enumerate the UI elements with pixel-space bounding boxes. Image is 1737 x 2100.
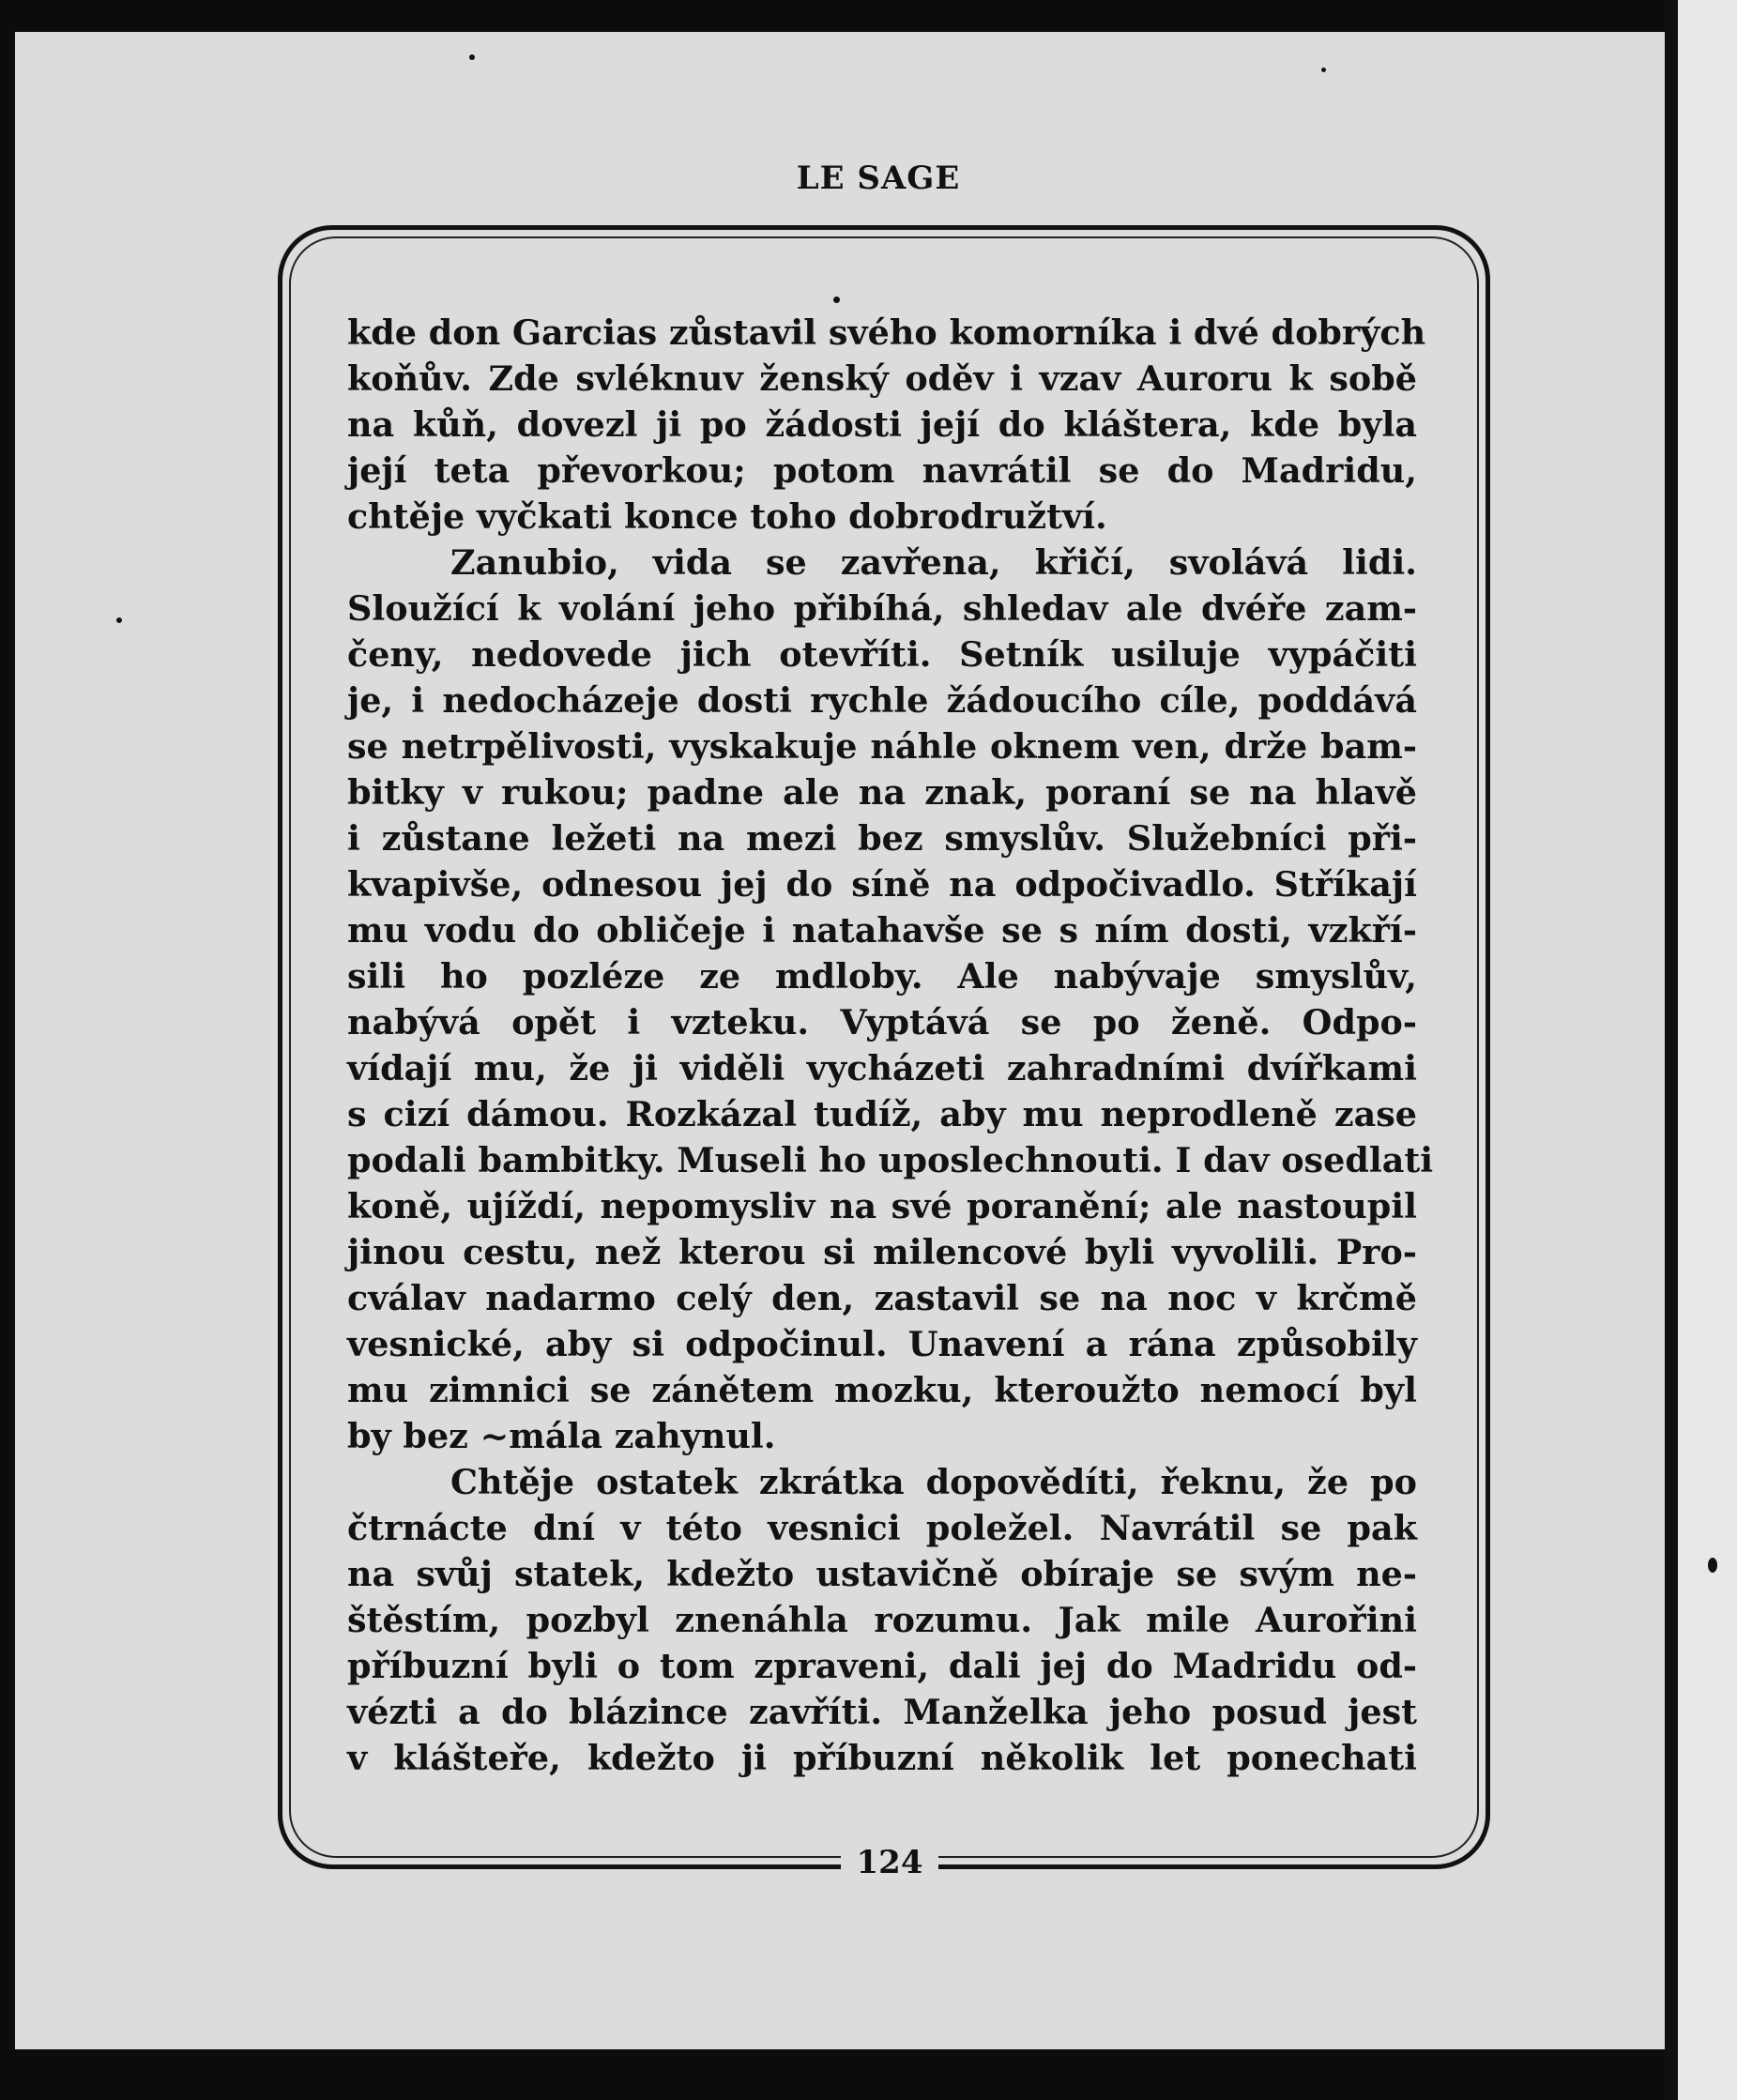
running-head: LE SAGE bbox=[796, 160, 961, 197]
text-line: chtěje vyčkati konce toho dobrodružtví. bbox=[347, 496, 1107, 537]
text-line: na kůň, dovezl ji po žádosti její do kláštera, kde byla bbox=[347, 404, 1417, 445]
text-line: jinou cestu, než kterou si milencové byli vyvolili. Pro- bbox=[347, 1232, 1417, 1272]
text-line: štěstím, pozbyl znenáhla rozumu. Jak mile Aurořini bbox=[347, 1600, 1417, 1640]
ink-speck bbox=[469, 54, 475, 60]
text-line: podali bambitky. Museli ho uposlechnouti. I dav osedlati bbox=[347, 1140, 1434, 1180]
text-line: nabývá opět i vzteku. Vyptává se po ženě. Odpo- bbox=[347, 1002, 1417, 1042]
text-line: koně, ujíždí, nepomysliv na své poranění; ale nastoupil bbox=[347, 1186, 1417, 1226]
text-line: se netrpělivosti, vyskakuje náhle oknem ven, drže bam- bbox=[347, 726, 1417, 767]
text-line: příbuzní byli o tom zpraveni, dali jej do Madridu od- bbox=[347, 1646, 1417, 1686]
text-line: cválav nadarmo celý den, zastavil se na noc v krčmě bbox=[347, 1278, 1417, 1318]
adjacent-page-strip bbox=[1678, 0, 1737, 2100]
text-line: je, i nedocházeje dosti rychle žádoucího cíle, poddává bbox=[347, 680, 1417, 721]
text-line: vídají mu, že ji viděli vycházeti zahradními dvířkami bbox=[347, 1048, 1417, 1088]
page-number: 124 bbox=[856, 1844, 923, 1881]
text-line: Zanubio, vida se zavřena, křičí, svolává lidi. bbox=[450, 542, 1417, 583]
text-line: v klášteře, kdežto ji příbuzní několik let ponechati bbox=[347, 1738, 1417, 1778]
text-line: její teta převorkou; potom navrátil se do Madridu, bbox=[347, 450, 1417, 491]
ink-speck bbox=[833, 297, 840, 303]
text-line: s cizí dámou. Rozkázal tudíž, aby mu neprodleně zase bbox=[347, 1094, 1417, 1134]
book-gutter-shadow bbox=[1665, 0, 1678, 2100]
text-line: vesnické, aby si odpočinul. Unavení a rána způsobily bbox=[347, 1324, 1417, 1364]
ink-speck bbox=[1321, 68, 1326, 72]
body-text bbox=[347, 310, 1434, 1781]
text-line: mu vodu do obličeje i natahavše se s ním dosti, vzkří- bbox=[347, 910, 1417, 951]
text-line: čeny, nedovede jich otevříti. Setník usiluje vypáčiti bbox=[347, 634, 1417, 675]
text-line: na svůj statek, kdežto ustavičně obíraje se svým ne- bbox=[347, 1554, 1417, 1594]
text-line: Sloužící k volání jeho přibíhá, shledav ale dvéře zam- bbox=[347, 588, 1417, 629]
text-line: Chtěje ostatek zkrátka dopovědíti, řeknu, že po bbox=[450, 1462, 1417, 1502]
text-line: bitky v rukou; padne ale na znak, poraní se na hlavě bbox=[347, 772, 1417, 813]
text-line: kde don Garcias zůstavil svého komorníka i dvé dobrých bbox=[347, 312, 1426, 353]
text-line: i zůstane ležeti na mezi bez smyslův. Služebníci při- bbox=[347, 818, 1417, 859]
ink-speck bbox=[1708, 1558, 1717, 1573]
text-line: čtrnácte dní v této vesnici poležel. Navrátil se pak bbox=[347, 1508, 1417, 1548]
text-line: sili ho pozléze ze mdloby. Ale nabývaje smyslův, bbox=[347, 956, 1417, 997]
ink-speck bbox=[116, 617, 122, 623]
text-line: mu zimnici se zánětem mozku, kteroužto nemocí byl bbox=[347, 1370, 1417, 1410]
text-line: kvapivše, odnesou jej do síně na odpočivadlo. Stříkají bbox=[347, 864, 1417, 905]
text-line: by bez ~mála zahynul. bbox=[347, 1416, 776, 1456]
text-line: vézti a do blázince zavříti. Manželka jeho posud jest bbox=[347, 1692, 1417, 1732]
text-line: koňův. Zde svléknuv ženský oděv i vzav Auroru k sobě bbox=[347, 358, 1417, 399]
